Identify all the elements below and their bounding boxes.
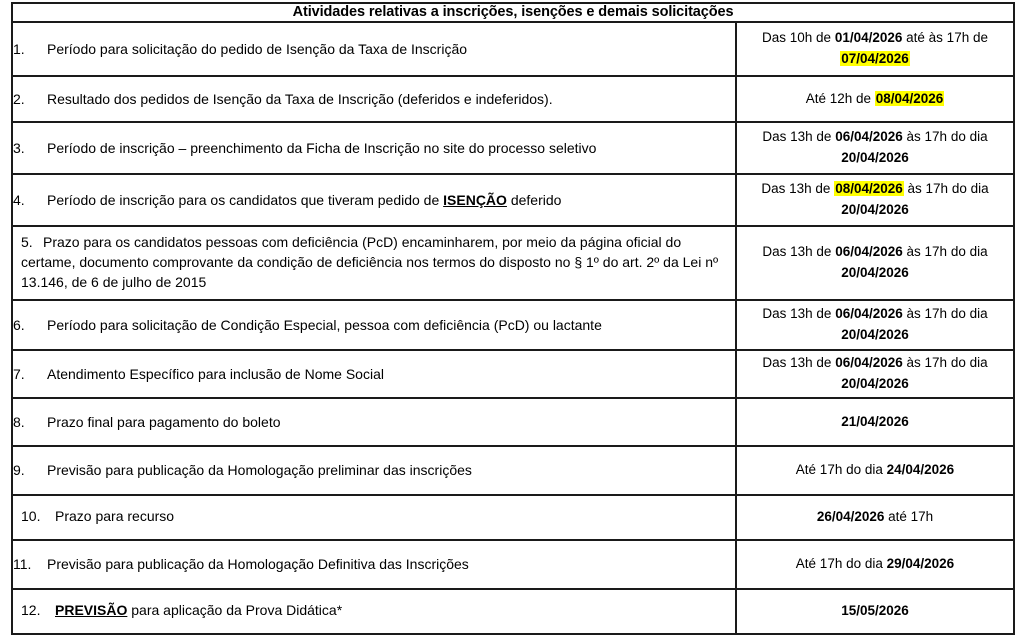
date-value: 06/04/2026 (835, 244, 903, 260)
row-index: 9. (13, 462, 25, 479)
row-index: 8. (13, 413, 25, 430)
activity-text: Período de inscrição – preenchimento da Ficha de Inscrição no site do processo seletivo (47, 139, 597, 156)
row-index: 2. (13, 90, 25, 107)
row-index: 4. (13, 191, 25, 208)
date-value-secondary: 20/04/2026 (841, 375, 909, 391)
activity-cell (12, 446, 736, 495)
table-row (12, 398, 1014, 446)
date-value-secondary: 20/04/2026 (841, 201, 909, 217)
date-suffix: até às 17h de (902, 30, 988, 46)
date-prefix: Das 13h de (762, 306, 836, 322)
date-cell (736, 398, 1014, 446)
date-prefix: Das 13h de (762, 355, 836, 371)
date-cell (736, 174, 1014, 226)
date-prefix: Das 13h de (762, 244, 836, 260)
date-cell (736, 350, 1014, 398)
date-prefix: Até 12h de (805, 90, 875, 106)
date-prefix: Até 17h do dia (795, 556, 887, 572)
activity-cell (12, 540, 736, 589)
date-value: 29/04/2026 (886, 556, 955, 572)
table-header-row (12, 3, 1014, 22)
activity-cell (12, 226, 736, 300)
table-row (12, 76, 1014, 122)
activity-emphasis: ISENÇÃO (443, 191, 507, 208)
row-index: 12. (21, 602, 41, 619)
table-row (12, 495, 1014, 540)
date-cell (736, 540, 1014, 589)
date-cell (736, 226, 1014, 300)
activity-text: Prazo para recurso (55, 508, 175, 525)
table-row (12, 174, 1014, 226)
date-prefix: Das 13h de (762, 129, 836, 145)
table-row (12, 540, 1014, 589)
activity-cell (12, 398, 736, 446)
date-value: 06/04/2026 (835, 355, 903, 371)
row-index: 6. (13, 316, 25, 333)
date-cell (736, 300, 1014, 350)
table-row (12, 446, 1014, 495)
activity-cell (12, 350, 736, 398)
date-value: 06/04/2026 (835, 306, 903, 322)
activity-text-prefix: Período de inscrição para os candidatos que tiveram pedido de (47, 191, 444, 208)
table-row (12, 122, 1014, 174)
activity-text: Período para solicitação do pedido de Isenção da Taxa de Inscrição (47, 40, 468, 57)
row-index: 3. (13, 139, 25, 156)
schedule-table (11, 2, 1015, 635)
date-suffix: às 17h do dia (903, 181, 989, 197)
date-prefix: Das 10h de (762, 30, 835, 46)
date-suffix: às 17h do dia (902, 306, 988, 322)
date-value-highlighted: 07/04/2026 (841, 50, 909, 66)
activity-cell (12, 300, 736, 350)
activity-text: Atendimento Específico para inclusão de Nome Social (47, 365, 384, 382)
row-index: 10. (21, 508, 41, 525)
table-row (12, 589, 1014, 634)
activity-text: Prazo para os candidatos pessoas com deficiência (PcD) encaminharem, por meio da página oficial do certame, documento comprovante da condição de deficiência nos termos do disposto no § 1º do art. 2º da Lei nº 13.146, de 6 de julho de 2015 (21, 233, 719, 290)
date-prefix: Até 17h do dia (795, 462, 887, 478)
activity-cell (12, 174, 736, 226)
date-value: 01/04/2026 (834, 30, 903, 46)
activity-text-suffix: para aplicação da Prova Didática* (127, 602, 343, 619)
date-suffix: até 17h (884, 509, 934, 525)
activity-emphasis: PREVISÃO (55, 602, 128, 619)
date-suffix: às 17h do dia (902, 129, 988, 145)
activity-cell (12, 495, 736, 540)
date-cell (736, 22, 1014, 76)
table-row (12, 300, 1014, 350)
activity-text: Prazo final para pagamento do boleto (47, 413, 281, 430)
date-value-secondary: 20/04/2026 (841, 149, 909, 165)
date-value: 24/04/2026 (886, 462, 955, 478)
date-value: 26/04/2026 (816, 509, 885, 525)
date-suffix: às 17h do dia (902, 355, 988, 371)
date-suffix: às 17h do dia (902, 244, 988, 260)
activity-text: Período para solicitação de Condição Especial, pessoa com deficiência (PcD) ou lactante (47, 316, 602, 333)
table-row (12, 350, 1014, 398)
activity-cell (12, 76, 736, 122)
activity-cell (12, 589, 736, 634)
row-index: 1. (13, 40, 25, 57)
date-value-secondary: 20/04/2026 (841, 326, 909, 342)
activity-text: Previsão para publicação da Homologação preliminar das inscrições (47, 462, 472, 479)
table-row (12, 22, 1014, 76)
date-cell (736, 589, 1014, 634)
row-index: 11. (13, 556, 32, 573)
date-value-highlighted: 08/04/2026 (835, 181, 903, 197)
activity-cell (12, 122, 736, 174)
date-value: 21/04/2026 (841, 413, 909, 429)
activity-text: Previsão para publicação da Homologação Definitiva das Inscrições (47, 556, 469, 573)
table-title: Atividades relativas a inscrições, isenções e demais solicitações (12, 3, 1014, 22)
table-row (12, 226, 1014, 300)
date-prefix: Das 13h de (761, 181, 835, 197)
date-cell (736, 122, 1014, 174)
date-value-secondary: 20/04/2026 (841, 264, 909, 280)
row-index: 7. (13, 365, 25, 382)
date-value: 06/04/2026 (835, 129, 903, 145)
activity-cell (12, 22, 736, 76)
date-cell (736, 446, 1014, 495)
activity-text-suffix: deferido (506, 191, 562, 208)
date-cell (736, 76, 1014, 122)
date-value: 15/05/2026 (841, 603, 909, 619)
date-value-highlighted: 08/04/2026 (875, 90, 944, 106)
date-cell (736, 495, 1014, 540)
row-index: 5. (21, 233, 33, 250)
activity-text: Resultado dos pedidos de Isenção da Taxa de Inscrição (deferidos e indeferidos). (47, 90, 553, 107)
